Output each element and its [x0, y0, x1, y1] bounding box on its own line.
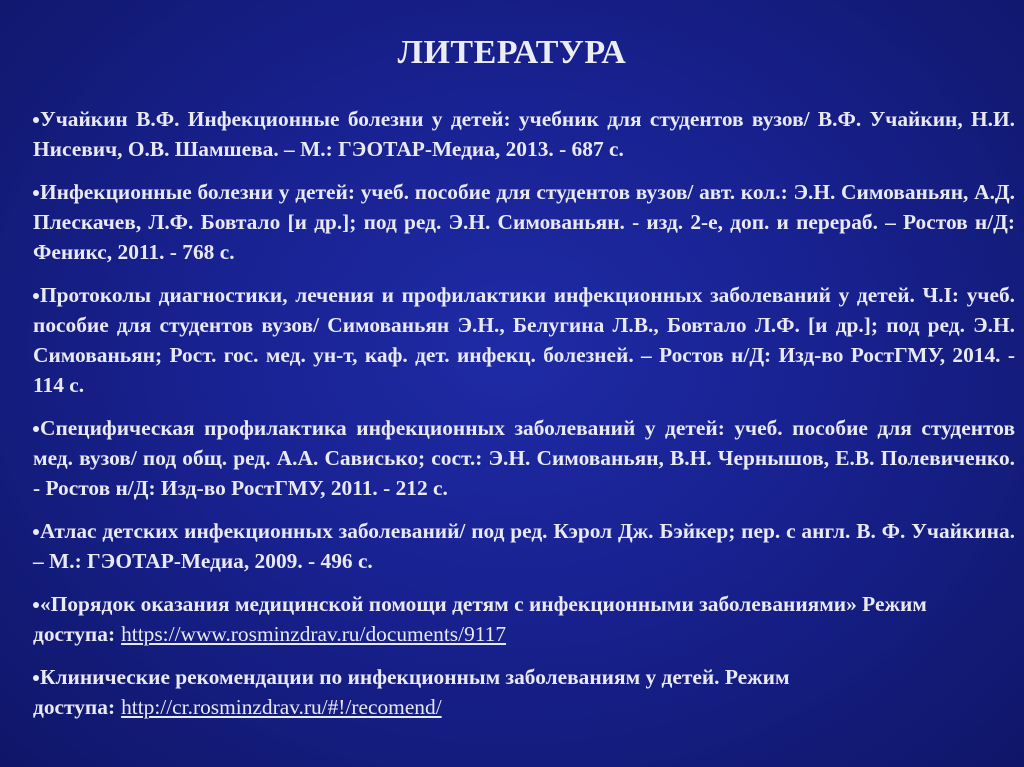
- reference-item: [33, 589, 1015, 649]
- reference-link[interactable]: https://www.rosminzdrav.ru/documents/9117: [121, 622, 507, 646]
- reference-text: Специфическая профилактика инфекционных заболеваний у детей: учеб. пособие для студентов мед. вузов/ под общ. ред. А.А. Сависько; сост.: Э.Н. Симованьян, В.Н. Чернышов, Е.В. Полевиченко. - Ростов н/Д: Изд-во РостГМУ, 2011. - 212 с.: [33, 416, 1015, 500]
- reference-item: [33, 177, 1015, 267]
- reference-item: [33, 104, 1015, 164]
- reference-text: Протоколы диагностики, лечения и профилактики инфекционных заболеваний у детей. Ч.I: учеб. пособие для студентов вузов/ Симованьян Э.Н., Белугина Л.В., Бовтало Л.Ф. [и др.]; под ред. Э.Н. Симованьян; Рост. гос. мед. ун-т, каф. дет. инфекц. болезней. – Ростов н/Д: Изд-во РостГМУ, 2014. - 114 с.: [33, 283, 1015, 397]
- page-title: ЛИТЕРАТУРА: [397, 34, 627, 71]
- bullet-icon: [33, 602, 39, 608]
- bullet-icon: [33, 529, 39, 535]
- bullet-icon: [33, 675, 39, 681]
- reference-text: Клинические рекомендации по инфекционным заболеваниям у детей. Режим доступа:: [33, 665, 790, 719]
- reference-list: [33, 104, 1015, 735]
- reference-item: [33, 280, 1015, 400]
- reference-text: Атлас детских инфекционных заболеваний/ под ред. Кэрол Дж. Бэйкер; пер. с англ. В. Ф. Учайкина. – М.: ГЭОТАР-Медиа, 2009. - 496 с.: [33, 519, 1015, 573]
- bullet-icon: [33, 426, 39, 432]
- reference-item: [33, 662, 1015, 722]
- bullet-icon: [33, 190, 39, 196]
- reference-text: «Порядок оказания медицинской помощи детям с инфекционными заболеваниями» Режим доступа:: [33, 592, 927, 646]
- bullet-icon: [33, 117, 39, 123]
- bullet-icon: [33, 293, 39, 299]
- reference-text: Учайкин В.Ф. Инфекционные болезни у детей: учебник для студентов вузов/ В.Ф. Учайкин, Н.И. Нисевич, О.В. Шамшева. – М.: ГЭОТАР-Медиа, 2013. - 687 с.: [33, 107, 1015, 161]
- reference-item: [33, 413, 1015, 503]
- reference-link[interactable]: http://cr.rosminzdrav.ru/#!/recomend/: [121, 695, 442, 719]
- reference-text: Инфекционные болезни у детей: учеб. пособие для студентов вузов/ авт. кол.: Э.Н. Симованьян, А.Д. Плескачев, Л.Ф. Бовтало [и др.]; под ред. Э.Н. Симованьян. - изд. 2-е, доп. и перераб. – Ростов н/Д: Феникс, 2011. - 768 с.: [33, 180, 1015, 264]
- reference-item: [33, 516, 1015, 576]
